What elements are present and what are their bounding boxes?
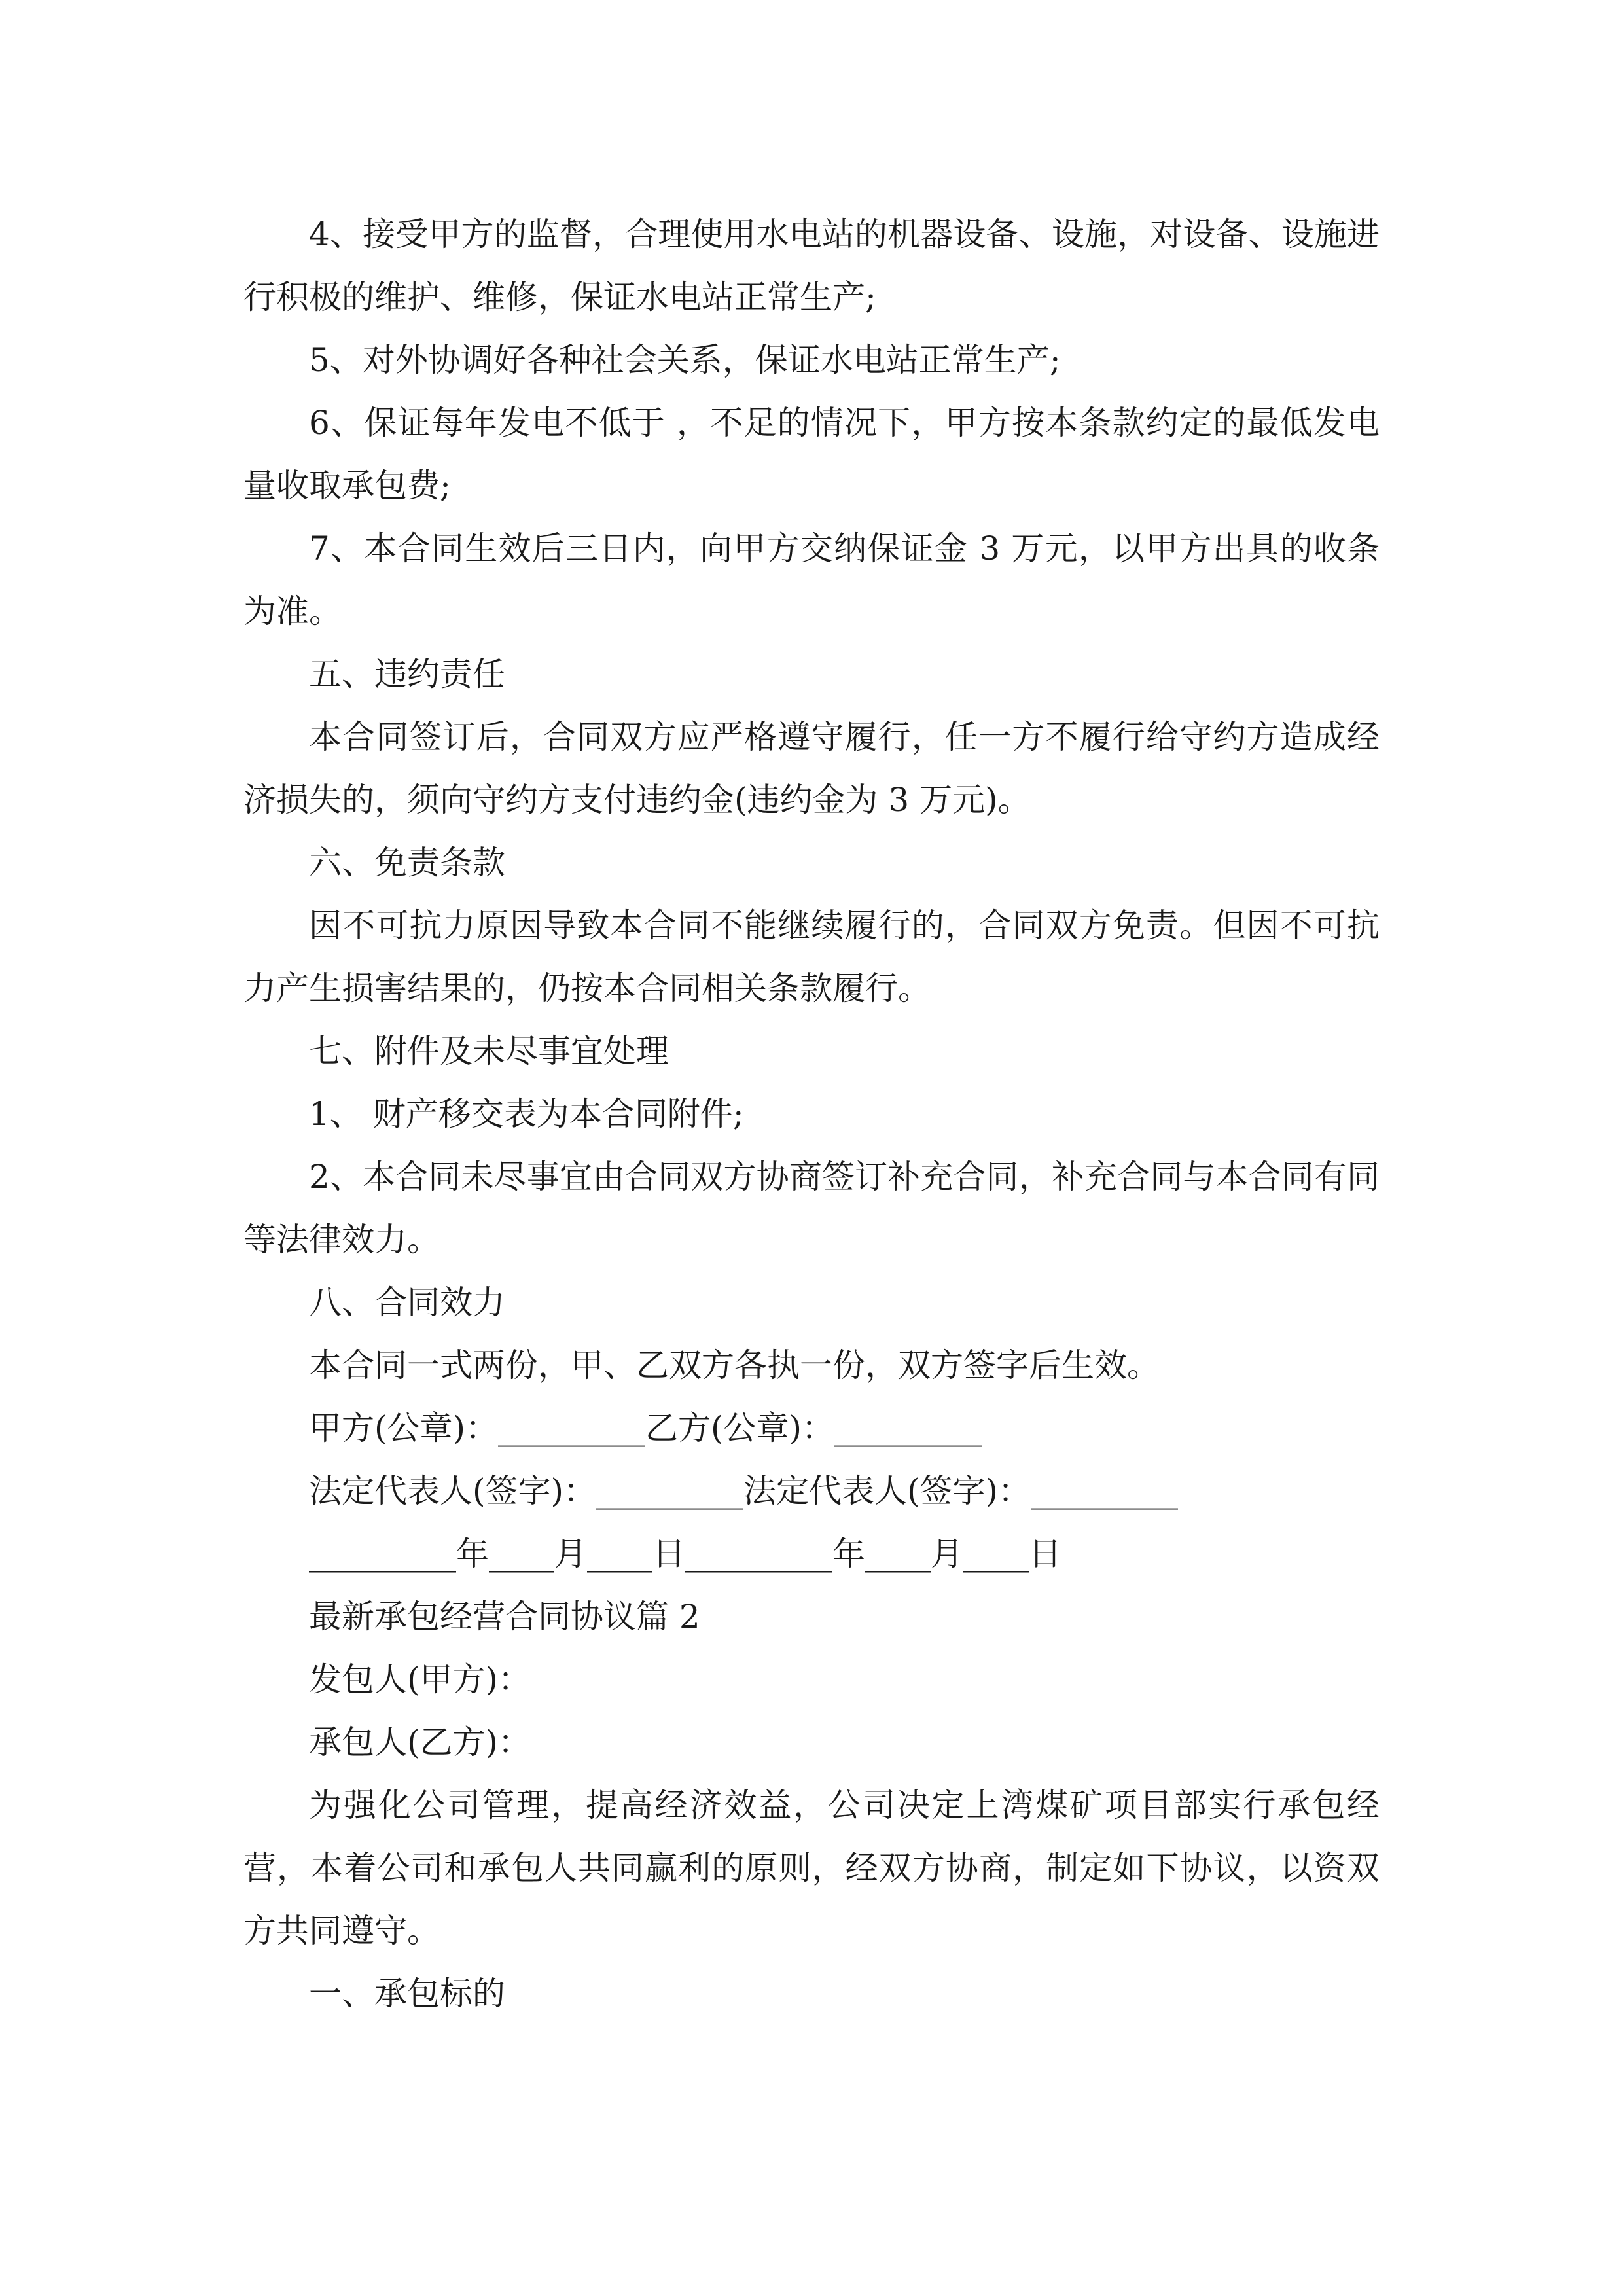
clause-7-paragraph: 7、本合同生效后三日内，向甲方交纳保证金 3 万元，以甲方出具的收条为准。 xyxy=(243,529,1380,630)
section-heading-breach: 五、违约责任 xyxy=(309,655,505,693)
date-line: _________年____月____日_________年____月____日 xyxy=(309,1535,1061,1573)
attachment-item-1: 1、 财产移交表为本合同附件; xyxy=(309,1095,744,1133)
clause-6-paragraph: 6、保证每年发电不低于 ，不足的情况下，甲方按本条款约定的最低发电量收取承包费; xyxy=(243,404,1380,505)
clause-4-paragraph: 4、接受甲方的监督，合理使用水电站的机器设备、设施，对设备、设施进行积极的维护、维修，保证水电站正常生产; xyxy=(243,215,1380,316)
party-a-line: 发包人(甲方)： xyxy=(309,1660,531,1698)
breach-paragraph: 本合同签订后，合同双方应严格遵守履行，任一方不履行给守约方造成经济损失的，须向守约方支付违约金(违约金为 3 万元)。 xyxy=(243,718,1380,819)
validity-paragraph: 本合同一式两份，甲、乙双方各执一份，双方签字后生效。 xyxy=(309,1346,1160,1384)
clause-5-paragraph: 5、对外协调好各种社会关系，保证水电站正常生产; xyxy=(309,341,1061,379)
seal-signature-line: 甲方(公章)：_________乙方(公章)：_________ xyxy=(309,1409,982,1447)
section-heading-attachments: 七、附件及未尽事宜处理 xyxy=(309,1032,669,1070)
exemption-paragraph: 因不可抗力原因导致本合同不能继续履行的，合同双方免责。但因不可抗力产生损害结果的，仍按本合同相关条款履行。 xyxy=(243,906,1380,1007)
document-body xyxy=(243,203,1380,2025)
attachment-item-2: 2、本合同未尽事宜由合同双方协商签订补充合同，补充合同与本合同有同等法律效力。 xyxy=(243,1158,1380,1259)
party-b-line: 承包人(乙方)： xyxy=(309,1723,531,1761)
representative-signature-line: 法定代表人(签字)：_________法定代表人(签字)：_________ xyxy=(309,1472,1179,1510)
section-heading-validity: 八、合同效力 xyxy=(309,1283,505,1321)
section-heading-contract-object: 一、承包标的 xyxy=(309,1975,505,2013)
preamble-paragraph: 为强化公司管理，提高经济效益，公司决定上湾煤矿项目部实行承包经营，本着公司和承包人共同赢利的原则，经双方协商，制定如下协议，以资双方共同遵守。 xyxy=(243,1786,1380,1950)
article-2-title: 最新承包经营合同协议篇 2 xyxy=(309,1598,700,1636)
section-heading-exemption: 六、免责条款 xyxy=(309,844,505,882)
